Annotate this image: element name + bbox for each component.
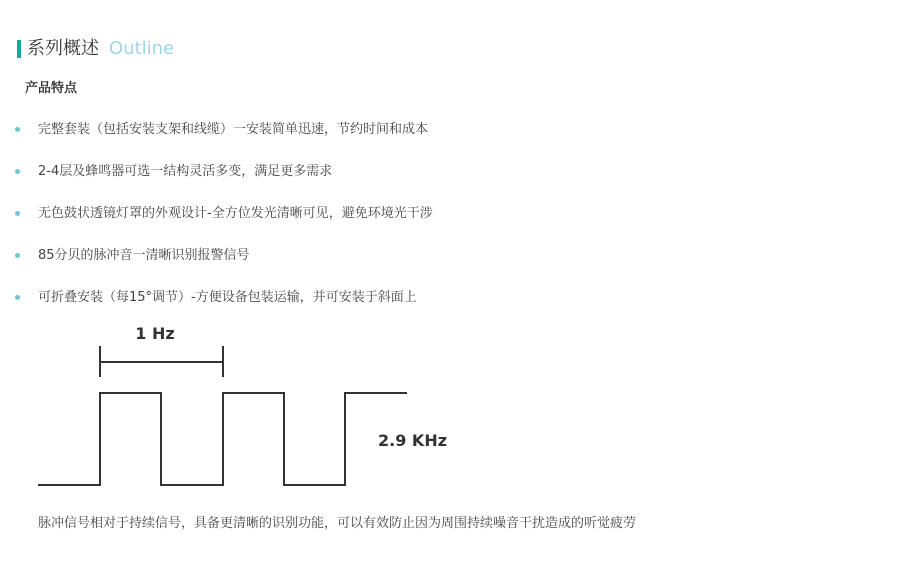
features-heading: 产品特点 (25, 81, 78, 96)
header-accent-bar (17, 40, 21, 58)
period-label: 1 Hz (135, 324, 175, 343)
section-header (17, 38, 174, 60)
feature-item (15, 289, 433, 331)
period-bracket (100, 346, 223, 377)
feature-text: 2-4层及蜂鸣器可选一结构灵活多变，满足更多需求 (38, 164, 333, 179)
bullet-icon (15, 253, 20, 258)
diagram-caption: 脉冲信号相对于持续信号，具备更清晰的识别功能，可以有效防止因为周围持续噪音干扰造成的听觉疲劳 (38, 516, 637, 531)
pulse-waveform-line (38, 393, 407, 485)
bullet-icon (15, 127, 20, 132)
feature-text: 85分贝的脉冲音一清晰识别报警信号 (38, 248, 250, 263)
bullet-icon (15, 295, 20, 300)
bullet-icon (15, 169, 20, 174)
feature-item (15, 247, 433, 289)
feature-text: 完整套装（包括安装支架和线缆）一安装简单迅速，节约时间和成本 (38, 122, 429, 137)
section-title: 系列概述 (27, 38, 99, 59)
feature-text: 可折叠安装（每15°调节）-方便设备包装运输，并可安装于斜面上 (38, 290, 417, 305)
feature-text: 无色鼓状透镜灯罩的外观设计-全方位发光清晰可见，避免环境光干涉 (38, 206, 433, 221)
feature-item (15, 163, 433, 205)
bullet-icon (15, 211, 20, 216)
feature-item (15, 205, 433, 247)
feature-list (15, 121, 433, 331)
frequency-label: 2.9 KHz (378, 431, 448, 450)
section-subtitle: Outline (109, 38, 175, 59)
feature-item (15, 121, 433, 163)
